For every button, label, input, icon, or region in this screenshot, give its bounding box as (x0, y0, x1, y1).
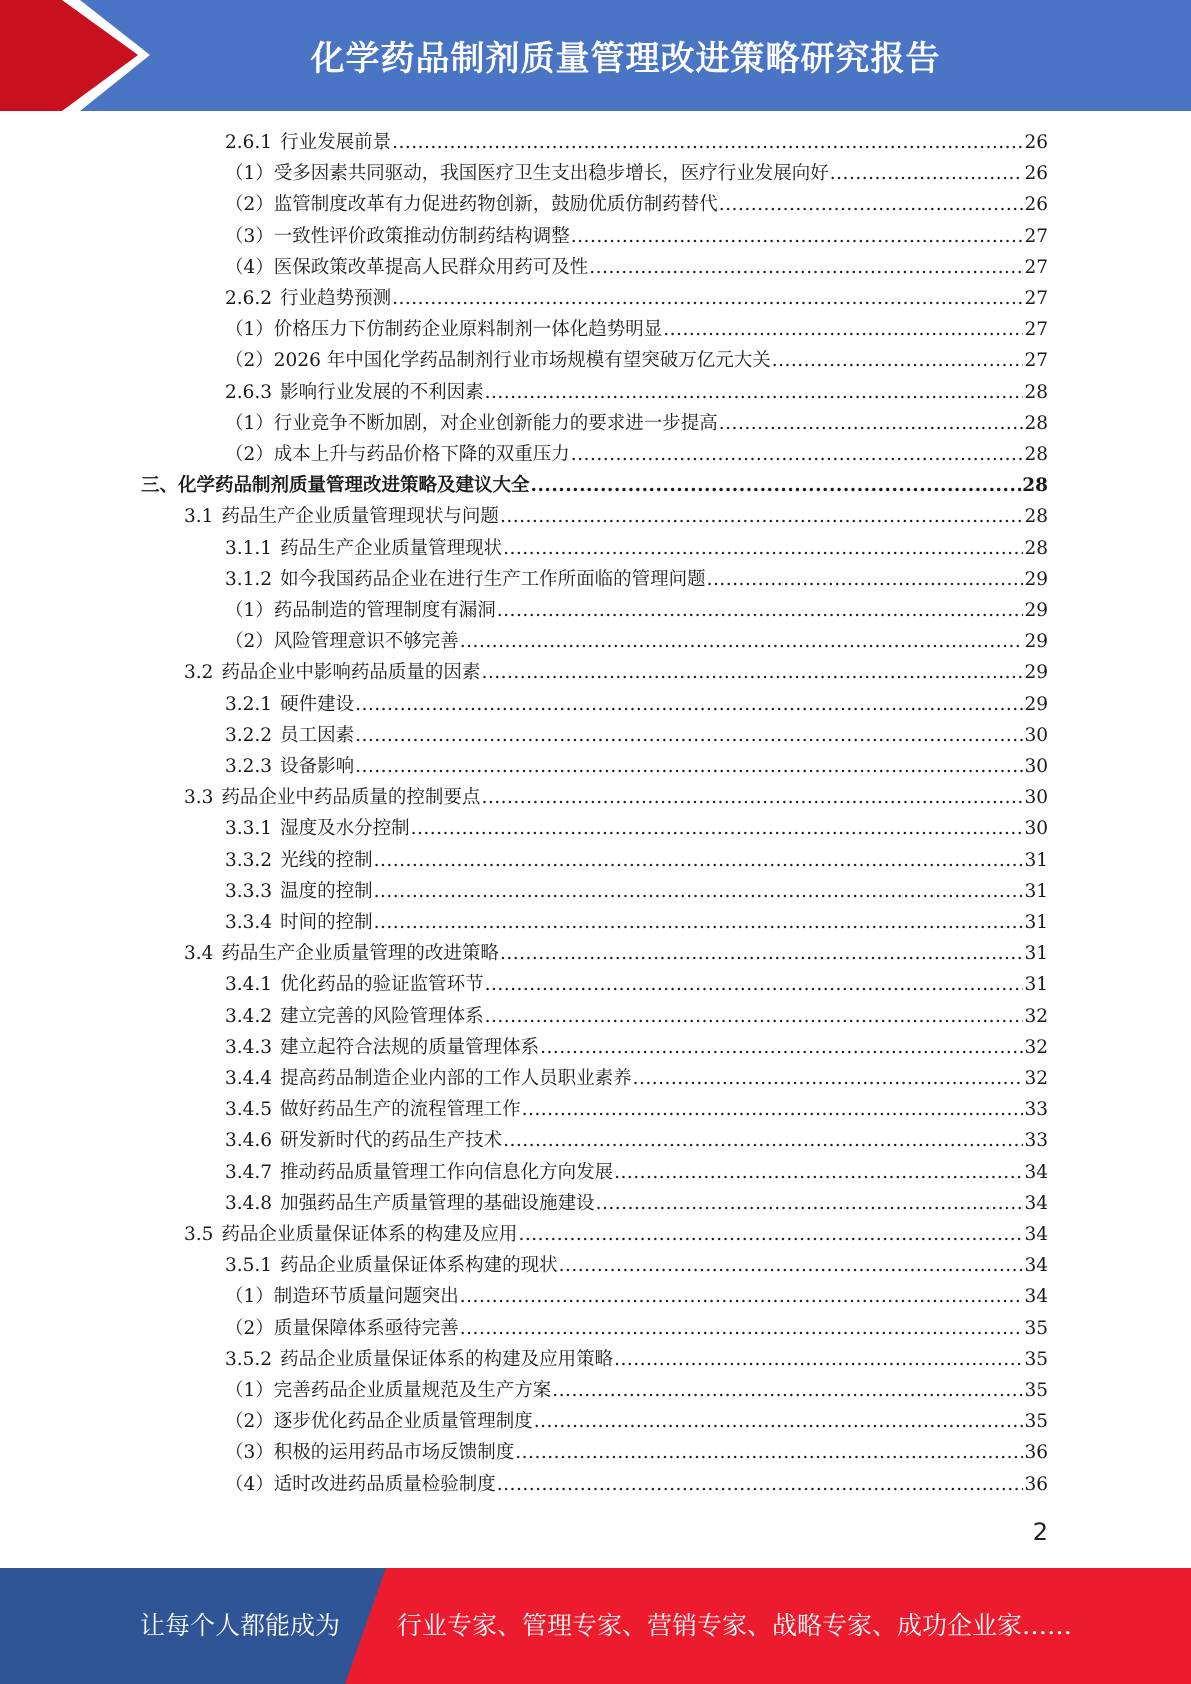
toc-entry-number: 3.1.1 (225, 537, 273, 559)
toc-entry-title: 推动药品质量管理工作向信息化方向发展 (280, 1161, 614, 1183)
toc-dot-leader (500, 938, 1024, 969)
toc-dot-leader (411, 813, 1024, 844)
toc-entry-title: 优化药品的验证监管环节 (280, 974, 484, 996)
toc-entry-page: 34 (1024, 1255, 1048, 1277)
toc-entry-title: 价格压力下仿制药企业原料制剂一体化趋势明显 (273, 319, 663, 341)
toc-dot-leader (460, 1281, 1024, 1312)
toc-dot-leader (534, 1406, 1024, 1437)
toc-entry-page: 26 (1024, 132, 1048, 153)
toc-entry-number: 3.4 (184, 943, 214, 965)
toc-entry[interactable] (225, 564, 1048, 595)
toc-entry-title: 2026 年中国化学药品制剂行业市场规模有望突破万亿元大关 (273, 350, 771, 372)
page-number: 2 (1032, 1518, 1048, 1546)
toc-entry-number: 3.3.3 (225, 880, 273, 902)
toc-entry[interactable] (225, 1157, 1048, 1188)
toc-dot-leader (633, 1063, 1024, 1094)
toc-entry-number: 3.4.1 (225, 974, 273, 996)
toc-dot-leader (571, 439, 1024, 470)
toc-entry[interactable] (141, 470, 1048, 501)
toc-dot-leader (707, 564, 1024, 595)
toc-entry[interactable] (225, 408, 1048, 439)
toc-entry-number: 3.5.2 (225, 1348, 273, 1370)
toc-dot-leader (531, 470, 1022, 501)
toc-entry[interactable] (225, 1406, 1048, 1437)
toc-entry-title: 药品企业中影响药品质量的因素 (221, 662, 481, 684)
page-header (0, 0, 1191, 111)
toc-entry[interactable] (184, 938, 1048, 969)
toc-entry-title: 建立完善的风险管理体系 (280, 1005, 484, 1027)
toc-entry-number: （2） (225, 350, 274, 372)
toc-entry-number: 3.5 (184, 1224, 214, 1245)
toc-entry-page: 28 (1024, 444, 1048, 465)
toc-entry[interactable] (184, 1219, 1048, 1250)
toc-entry-number: 2.6.2 (225, 288, 273, 309)
toc-dot-leader (500, 501, 1024, 532)
toc-dot-leader (460, 626, 1024, 657)
toc-entry-page: 28 (1024, 506, 1048, 528)
toc-entry[interactable] (225, 533, 1048, 564)
toc-dot-leader (392, 127, 1023, 158)
toc-entry[interactable] (184, 501, 1048, 532)
toc-dot-leader (503, 1125, 1023, 1156)
toc-entry-page: 28 (1024, 381, 1048, 403)
toc-entry-number: 3.3.4 (225, 912, 273, 933)
toc-entry-number: 2.6.1 (225, 132, 273, 153)
toc-entry-page: 29 (1024, 693, 1048, 715)
toc-entry-page: 32 (1024, 1005, 1048, 1027)
toc-entry-number: （1） (225, 1380, 274, 1401)
toc-entry-title: 药品企业质量保证体系构建的现状 (280, 1255, 558, 1277)
toc-entry-page: 29 (1024, 600, 1048, 621)
toc-entry-title: 化学药品制剂质量管理改进策略及建议大全 (178, 475, 530, 497)
toc-entry[interactable] (225, 283, 1048, 314)
toc-entry-page: 28 (1024, 537, 1048, 559)
toc-entry-page: 33 (1024, 1099, 1048, 1121)
toc-entry-page: 35 (1024, 1411, 1048, 1433)
toc-dot-leader (485, 377, 1024, 408)
toc-entry-number: 3.2.2 (225, 724, 273, 746)
toc-entry-title: 药品生产企业质量管理现状 (280, 537, 503, 559)
toc-dot-leader (589, 252, 1023, 283)
toc-entry-page: 29 (1024, 662, 1048, 684)
toc-entry-title: 监管制度改革有力促进药物创新，鼓励优质仿制药替代 (273, 194, 718, 216)
toc-entry-number: 3.2.3 (225, 756, 273, 777)
toc-entry-page: 26 (1024, 163, 1048, 185)
toc-dot-leader (614, 1157, 1023, 1188)
toc-entry-title: 提高药品制造企业内部的工作人员职业素养 (280, 1068, 632, 1089)
toc-entry-number: （2） (225, 444, 274, 465)
toc-entry-number: （2） (225, 631, 274, 653)
toc-dot-leader (481, 782, 1023, 813)
toc-dot-leader (481, 657, 1023, 688)
toc-entry-page: 32 (1024, 1068, 1048, 1089)
toc-dot-leader (596, 1188, 1024, 1219)
toc-entry-page: 34 (1024, 1224, 1048, 1245)
toc-entry-page: 31 (1024, 943, 1048, 965)
toc-dot-leader (559, 1250, 1024, 1281)
toc-entry-title: 加强药品生产质量管理的基础设施建设 (280, 1192, 595, 1214)
toc-entry[interactable] (225, 1375, 1048, 1406)
toc-entry-page: 28 (1024, 412, 1048, 434)
toc-entry-title: 积极的运用药品市场反馈制度 (273, 1442, 515, 1464)
toc-entry-number: 3.1 (184, 506, 214, 528)
toc-dot-leader (460, 1313, 1024, 1344)
toc-entry-number: （3） (225, 1442, 274, 1464)
toc-dot-leader (355, 720, 1023, 751)
toc-entry[interactable] (184, 782, 1048, 813)
toc-entry-title: 硬件建设 (280, 693, 355, 715)
toc-entry-title: 员工因素 (280, 724, 355, 746)
toc-entry-title: 时间的控制 (280, 912, 373, 933)
toc-entry-number: （1） (225, 600, 274, 621)
toc-entry[interactable] (225, 439, 1048, 470)
toc-entry[interactable] (225, 751, 1048, 782)
toc-entry-page: 27 (1024, 225, 1048, 247)
toc-entry[interactable] (225, 189, 1048, 220)
toc-dot-leader (485, 969, 1024, 1000)
toc-dot-leader (719, 189, 1024, 220)
toc-entry[interactable] (225, 720, 1048, 751)
toc-entry[interactable] (225, 689, 1048, 720)
toc-entry[interactable] (225, 314, 1048, 345)
toc-entry-page: 26 (1024, 194, 1048, 216)
toc-entry-title: 风险管理意识不够完善 (273, 631, 459, 653)
toc-entry-title: 药品生产企业质量管理现状与问题 (221, 506, 499, 528)
toc-entry-title: 一致性评价政策推动仿制药结构调整 (273, 225, 570, 247)
toc-entry[interactable] (225, 595, 1048, 626)
toc-dot-leader (355, 689, 1023, 720)
toc-entry-number: （1） (225, 163, 274, 185)
toc-entry-title: 药品生产企业质量管理的改进策略 (221, 943, 499, 965)
toc-entry-page: 35 (1024, 1348, 1048, 1370)
toc-entry[interactable] (225, 813, 1048, 844)
toc-entry-title: 受多因素共同驱动，我国医疗卫生支出稳步增长，医疗行业发展向好 (273, 163, 829, 185)
toc-entry-number: （1） (225, 1286, 274, 1308)
toc-entry-number: 3.4.7 (225, 1161, 273, 1183)
toc-entry-title: 药品企业质量保证体系的构建及应用策略 (280, 1348, 614, 1370)
toc-entry-number: 3.1.2 (225, 568, 273, 590)
toc-entry[interactable] (225, 626, 1048, 657)
toc-entry-page: 35 (1024, 1380, 1048, 1401)
footer-slogan-right: 行业专家、管理专家、营销专家、战略专家、成功企业家…… (397, 1611, 1073, 1640)
toc-dot-leader (830, 158, 1024, 189)
toc-entry-number: 3.5.1 (225, 1255, 273, 1277)
toc-entry[interactable] (225, 345, 1048, 376)
toc-entry-number: 2.6.3 (225, 381, 273, 403)
toc-entry[interactable] (225, 1032, 1048, 1063)
toc-entry-page: 31 (1024, 849, 1048, 871)
toc-entry-number: 三、 (141, 475, 179, 497)
toc-dot-leader (497, 595, 1024, 626)
toc-entry[interactable] (225, 969, 1048, 1000)
toc-entry[interactable] (225, 252, 1048, 283)
toc-entry-number: 3.4.6 (225, 1130, 273, 1152)
toc-entry-title: 适时改进药品质量检验制度 (273, 1473, 496, 1495)
toc-entry-number: （2） (225, 194, 274, 216)
toc-entry-number: 3.3 (184, 787, 214, 809)
toc-entry[interactable] (225, 876, 1048, 907)
toc-entry-number: 3.4.2 (225, 1005, 273, 1027)
toc-entry-number: 3.4.3 (225, 1036, 273, 1058)
toc-entry-number: 3.2.1 (225, 693, 273, 715)
toc-entry-title: 质量保障体系亟待完善 (273, 1317, 459, 1339)
toc-entry[interactable] (225, 1250, 1048, 1281)
toc-dot-leader (374, 907, 1024, 938)
toc-entry-title: 做好药品生产的流程管理工作 (280, 1099, 521, 1121)
toc-entry-page: 27 (1024, 256, 1048, 278)
toc-entry-title: 医保政策改革提高人民群众用药可及性 (273, 256, 589, 278)
toc-dot-leader (515, 1437, 1023, 1468)
toc-entry-page: 30 (1024, 724, 1048, 746)
toc-entry[interactable] (225, 377, 1048, 408)
toc-entry-number: 3.4.8 (225, 1192, 273, 1214)
toc-dot-leader (614, 1344, 1023, 1375)
toc-dot-leader (522, 1094, 1024, 1125)
toc-entry-page: 34 (1024, 1192, 1048, 1214)
toc-entry-page: 27 (1024, 288, 1048, 309)
toc-entry[interactable] (225, 1125, 1048, 1156)
toc-entry-title: 行业趋势预测 (280, 288, 392, 309)
toc-entry[interactable] (225, 1063, 1048, 1094)
toc-entry-page: 27 (1024, 350, 1048, 372)
toc-entry-title: 逐步优化药品企业质量管理制度 (273, 1411, 533, 1433)
toc-entry-title: 行业竞争不断加剧，对企业创新能力的要求进一步提高 (273, 412, 718, 434)
toc-dot-leader (355, 751, 1023, 782)
toc-entry-title: 行业发展前景 (280, 132, 392, 153)
toc-dot-leader (485, 1001, 1024, 1032)
toc-entry-title: 药品制造的管理制度有漏洞 (273, 600, 496, 621)
toc-entry-number: （1） (225, 412, 274, 434)
toc-entry-page: 30 (1024, 818, 1048, 840)
toc-entry[interactable] (225, 1094, 1048, 1125)
toc-entry-title: 药品企业中药品质量的控制要点 (221, 787, 481, 809)
toc-entry-page: 30 (1024, 756, 1048, 777)
toc-entry[interactable] (225, 1001, 1048, 1032)
toc-dot-leader (663, 314, 1023, 345)
toc-entry-page: 35 (1024, 1317, 1048, 1339)
toc-entry-title: 温度的控制 (280, 880, 373, 902)
toc-entry-title: 建立起符合法规的质量管理体系 (280, 1036, 540, 1058)
toc-dot-leader (518, 1219, 1023, 1250)
toc-dot-leader (571, 221, 1024, 252)
toc-entry[interactable] (225, 907, 1048, 938)
toc-dot-leader (719, 408, 1024, 439)
toc-entry-page: 28 (1022, 475, 1048, 497)
toc-entry-page: 36 (1024, 1473, 1048, 1495)
toc-entry-page: 30 (1024, 787, 1048, 809)
toc-entry-page: 27 (1024, 319, 1048, 341)
toc-entry[interactable] (225, 1313, 1048, 1344)
toc-entry[interactable] (225, 1281, 1048, 1312)
toc-entry-title: 如今我国药品企业在进行生产工作所面临的管理问题 (280, 568, 706, 590)
toc-entry-page: 31 (1024, 912, 1048, 933)
toc-entry-number: （1） (225, 319, 274, 341)
toc-entry-number: 3.4.5 (225, 1099, 273, 1121)
toc-entry-number: （4） (225, 256, 274, 278)
toc-entry-page: 34 (1024, 1161, 1048, 1183)
toc-dot-leader (552, 1375, 1023, 1406)
toc-entry-page: 34 (1024, 1286, 1048, 1308)
toc-entry-number: 3.3.2 (225, 849, 273, 871)
toc-entry[interactable] (225, 845, 1048, 876)
toc-entry[interactable] (225, 1188, 1048, 1219)
toc-entry-page: 29 (1024, 568, 1048, 590)
toc-dot-leader (497, 1469, 1024, 1500)
toc-entry[interactable] (225, 127, 1048, 158)
toc-entry-title: 光线的控制 (280, 849, 373, 871)
toc-entry-title: 药品企业质量保证体系的构建及应用 (221, 1224, 518, 1245)
toc-entry-page: 31 (1024, 880, 1048, 902)
toc-dot-leader (374, 845, 1024, 876)
toc-entry-number: 3.2 (184, 662, 214, 684)
toc-entry-title: 制造环节质量问题突出 (273, 1286, 459, 1308)
toc-entry-title: 湿度及水分控制 (280, 818, 410, 840)
toc-entry[interactable] (225, 1344, 1048, 1375)
toc-entry-page: 33 (1024, 1130, 1048, 1152)
document-title: 化学药品制剂质量管理改进策略研究报告 (310, 39, 941, 79)
toc-dot-leader (392, 283, 1023, 314)
toc-entry-number: （2） (225, 1317, 274, 1339)
toc-entry[interactable] (225, 1469, 1048, 1500)
toc-entry-page: 31 (1024, 974, 1048, 996)
toc-dot-leader (374, 876, 1024, 907)
toc-entry-title: 影响行业发展的不利因素 (280, 381, 484, 403)
toc-entry-number: （2） (225, 1411, 274, 1433)
toc-dot-leader (540, 1032, 1023, 1063)
toc-entry[interactable] (225, 1437, 1048, 1468)
toc-entry-title: 成本上升与药品价格下降的双重压力 (273, 444, 570, 465)
toc-entry-number: 3.4.4 (225, 1068, 273, 1089)
toc-entry[interactable] (225, 221, 1048, 252)
toc-entry-page: 36 (1024, 1442, 1048, 1464)
toc-entry-number: 3.3.1 (225, 818, 273, 840)
toc-entry-page: 32 (1024, 1036, 1048, 1058)
toc-dot-leader (772, 345, 1024, 376)
toc-entry[interactable] (225, 158, 1048, 189)
toc-dot-leader (503, 533, 1023, 564)
footer-slogan-left: 让每个人都能成为 (140, 1611, 341, 1640)
toc-entry-number: （3） (225, 225, 274, 247)
toc-entry-title: 完善药品企业质量规范及生产方案 (273, 1380, 552, 1401)
toc-entry-number: （4） (225, 1473, 274, 1495)
toc-entry-title: 设备影响 (280, 756, 355, 777)
page-footer (0, 1568, 1191, 1684)
toc-entry-page: 29 (1024, 631, 1048, 653)
toc-entry[interactable] (184, 657, 1048, 688)
toc-entry-title: 研发新时代的药品生产技术 (280, 1130, 503, 1152)
